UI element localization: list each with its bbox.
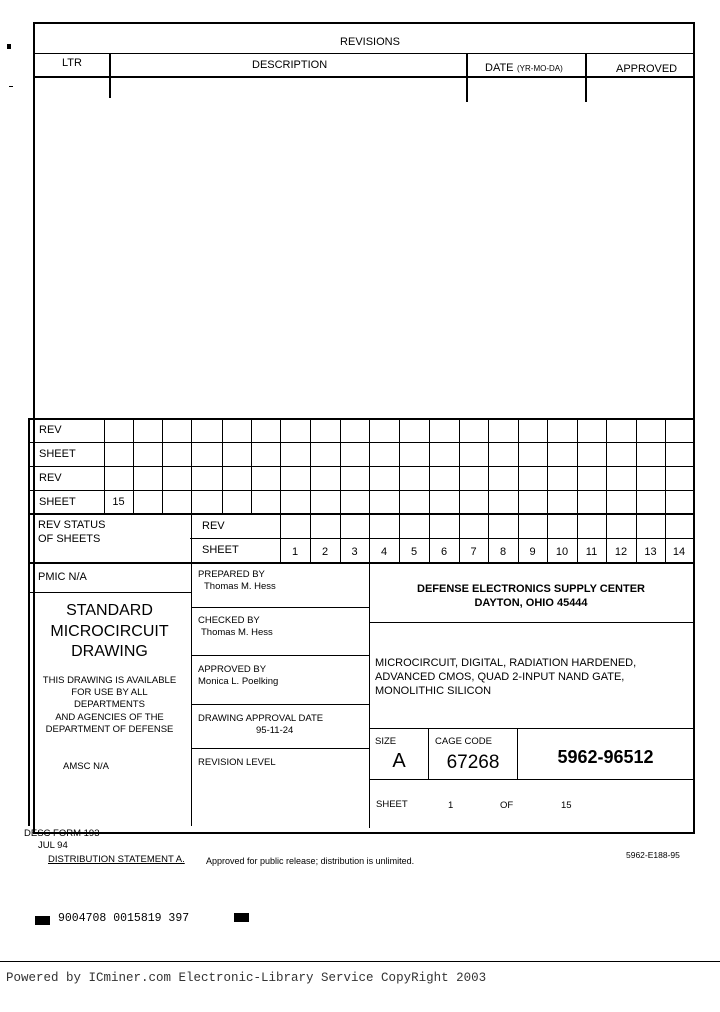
approval-date-value: 95-11-24: [256, 725, 294, 736]
sheet-row-label: SHEET: [39, 448, 76, 460]
agency-name: DEFENSE ELECTRONICS SUPPLY CENTER: [417, 583, 645, 595]
divider: [518, 418, 519, 562]
device-description: MICROCIRCUIT, DIGITAL, RADIATION HARDENED,: [375, 657, 637, 669]
divider: [28, 442, 694, 443]
prepared-by-label: PREPARED BY: [198, 569, 265, 580]
divider: [191, 418, 192, 826]
pmic-label: PMIC N/A: [38, 571, 87, 583]
sheet-number: 3: [351, 546, 358, 558]
divider: [191, 704, 369, 705]
sheet-number-15: 15: [112, 496, 125, 508]
revision-level-label: REVISION LEVEL: [198, 757, 276, 768]
sheet-number: 13: [644, 546, 657, 558]
prepared-by-name: Thomas M. Hess: [204, 581, 276, 592]
form-code: 5962-E188-95: [626, 850, 680, 860]
sheet-value: 1: [448, 800, 454, 811]
divider: [665, 418, 666, 562]
standard-title: STANDARD: [66, 602, 153, 619]
divider: [547, 418, 548, 562]
divider: [369, 622, 693, 623]
revisions-title: REVISIONS: [340, 36, 400, 48]
standard-title: DRAWING: [71, 643, 148, 660]
form-date: JUL 94: [38, 840, 68, 851]
divider: [28, 418, 30, 826]
distribution-text: Approved for public release; distribution is unlimited.: [206, 856, 415, 866]
col-description-header: DESCRIPTION: [252, 59, 328, 71]
device-description: ADVANCED CMOS, QUAD 2-INPUT NAND GATE,: [375, 671, 625, 683]
margin-mark: [7, 44, 11, 49]
barcode-number: 9004708 0015819 397: [58, 912, 190, 925]
sheet-number: 8: [499, 546, 507, 558]
divider: [369, 418, 370, 562]
availability-text: DEPARTMENTS: [74, 699, 145, 710]
divider: [369, 779, 693, 780]
divider: [636, 418, 637, 562]
col-date-format: (YR-MO-DA): [517, 64, 563, 73]
sheet-number: 7: [470, 546, 477, 558]
status-rev-label: REV: [202, 520, 225, 532]
divider: [577, 418, 578, 562]
divider: [190, 538, 694, 539]
approval-date-label: DRAWING APPROVAL DATE: [198, 713, 324, 724]
divider: [191, 655, 369, 656]
rev-row-label: REV: [39, 424, 62, 436]
barcode-block-icon: [35, 916, 50, 925]
status-sheet-label: SHEET: [202, 544, 239, 556]
of-value: 15: [561, 800, 572, 811]
divider: [162, 418, 163, 513]
col-ltr-header: LTR: [62, 57, 82, 69]
cage-code-label: CAGE CODE: [435, 736, 493, 747]
sheet-row-label: SHEET: [39, 496, 76, 508]
divider: [28, 513, 694, 515]
divider: [33, 53, 693, 54]
device-description: MONOLITHIC SILICON: [375, 685, 492, 697]
amsc-label: AMSC N/A: [63, 761, 109, 772]
sheet-number: 1: [291, 546, 299, 558]
availability-text: DEPARTMENT OF DEFENSE: [45, 724, 174, 735]
divider: [399, 418, 400, 562]
availability-text: FOR USE BY ALL: [71, 687, 148, 698]
form-number: DESC FORM 193: [24, 828, 100, 839]
cage-code-value: 67268: [446, 752, 500, 773]
divider: [488, 418, 489, 562]
rev-status-label: OF SHEETS: [38, 533, 101, 545]
margin-mark: [9, 86, 13, 87]
availability-text: AND AGENCIES OF THE: [55, 712, 164, 723]
sheet-number: 6: [440, 546, 448, 558]
divider: [369, 728, 693, 729]
sheet-number: 2: [321, 546, 329, 558]
divider: [280, 418, 281, 562]
divider: [606, 418, 607, 562]
divider: [340, 418, 341, 562]
col-approved-header: APPROVED: [616, 63, 678, 75]
divider: [466, 53, 468, 102]
divider: [191, 748, 369, 749]
distribution-label: DISTRIBUTION STATEMENT A.: [48, 854, 185, 865]
of-label: OF: [500, 800, 514, 811]
size-label: SIZE: [375, 736, 397, 747]
divider: [222, 418, 223, 513]
agency-address: DAYTON, OHIO 45444: [474, 597, 588, 609]
sheet-label: SHEET: [376, 799, 408, 810]
divider: [109, 53, 111, 98]
standard-title: MICROCIRCUIT: [50, 623, 169, 640]
powered-by-text: Powered by ICminer.com Electronic-Library Service CopyRight 2003: [6, 971, 487, 985]
sheet-number: 11: [585, 546, 598, 558]
sheet-number: 14: [672, 546, 686, 558]
divider: [310, 418, 311, 562]
divider: [28, 490, 694, 491]
barcode-block-icon: [234, 913, 249, 922]
rev-status-label: REV STATUS: [38, 519, 106, 531]
sheet-number: 10: [555, 546, 569, 558]
divider: [28, 592, 191, 593]
divider: [0, 961, 720, 962]
divider: [191, 607, 369, 608]
sheet-number: 4: [380, 546, 388, 558]
divider: [585, 53, 587, 102]
sheet-number: 9: [529, 546, 536, 558]
divider: [133, 418, 134, 513]
divider: [33, 76, 693, 78]
divider: [28, 466, 694, 467]
divider: [28, 562, 694, 564]
sheet-number: 12: [614, 546, 628, 558]
drawing-number: 5962-96512: [557, 747, 654, 767]
rev-row-label: REV: [39, 472, 62, 484]
availability-text: THIS DRAWING IS AVAILABLE: [42, 675, 177, 686]
divider: [28, 418, 694, 420]
checked-by-name: Thomas M. Hess: [201, 627, 273, 638]
col-date-header: DATE: [485, 62, 514, 74]
checked-by-label: CHECKED BY: [198, 615, 260, 626]
divider: [459, 418, 460, 562]
approved-by-label: APPROVED BY: [198, 664, 267, 675]
approved-by-name: Monica L. Poelking: [198, 676, 279, 687]
divider: [429, 418, 430, 562]
size-value: A: [392, 750, 406, 772]
sheet-number: 5: [410, 546, 418, 558]
divider: [251, 418, 252, 513]
